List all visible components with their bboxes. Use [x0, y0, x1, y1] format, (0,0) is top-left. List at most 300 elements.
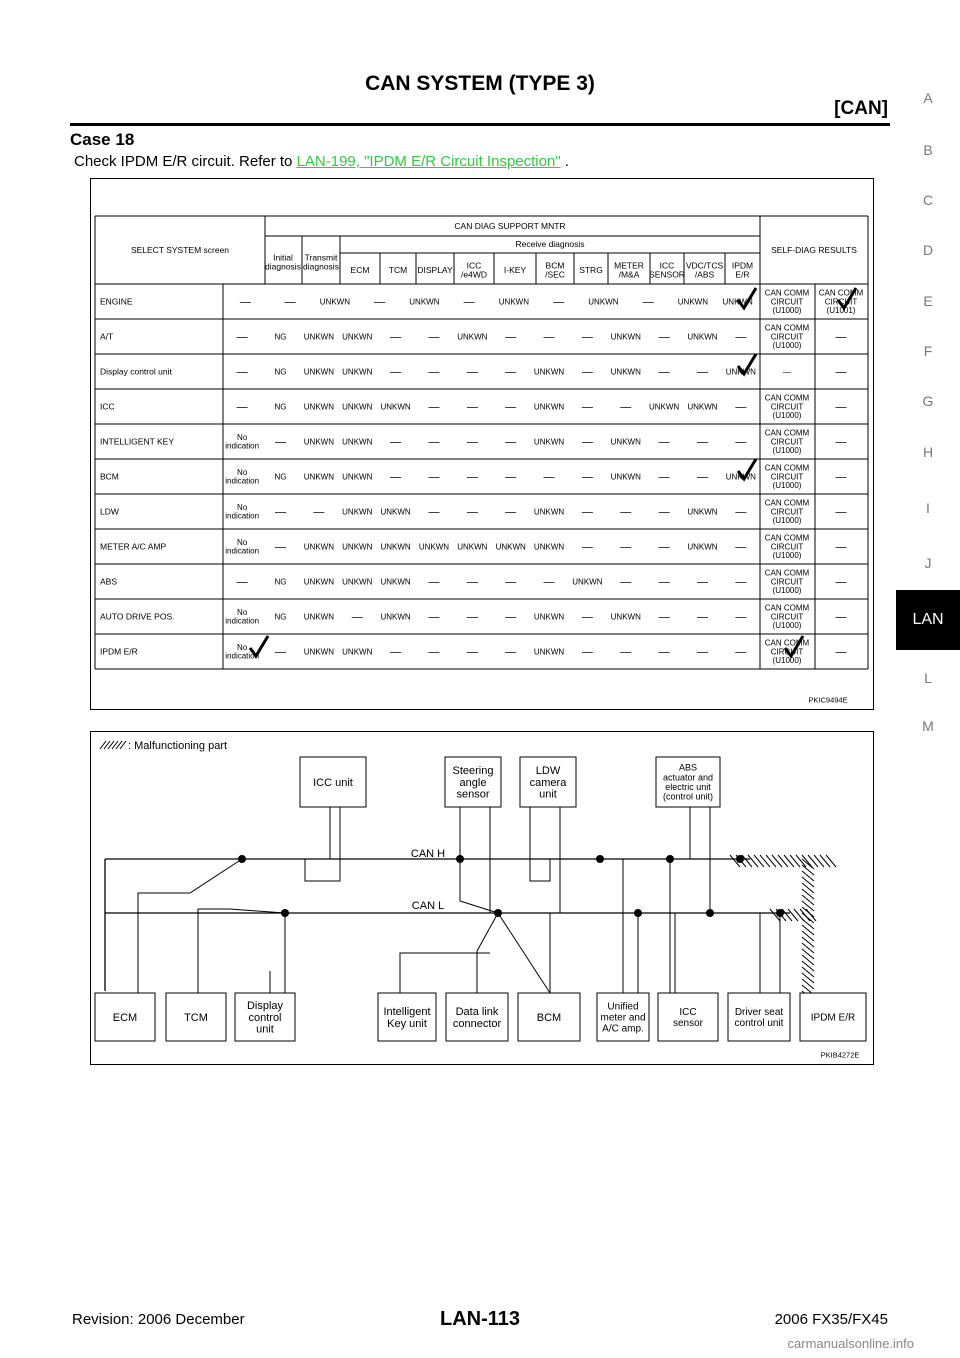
can-wire	[198, 909, 285, 993]
bottom-unit-label: Driver seat control unit	[734, 1007, 784, 1029]
table-cell-value: —	[428, 611, 440, 624]
table-cell-value: —	[466, 401, 478, 414]
table-cell-value: —	[735, 646, 747, 659]
receive-col-header: ECM	[350, 264, 370, 275]
table-cell-value: —	[466, 471, 478, 484]
table-cell-value: —	[236, 576, 248, 589]
table-cell-value: NG	[274, 577, 287, 587]
index-tab-a[interactable]: A	[923, 90, 933, 106]
hatch-line	[788, 909, 798, 921]
table-cell-value: —	[390, 331, 402, 344]
receive-col-header: IPDM E/R	[731, 260, 754, 280]
self-diag-result: CAN COMM CIRCUIT (U1000)	[764, 428, 810, 455]
can-h-label: CAN H	[410, 847, 446, 860]
section-tag: [CAN]	[834, 98, 888, 119]
table-cell-value: —	[658, 611, 670, 624]
self-diag-result: —	[835, 611, 847, 624]
table-cell-value: UNKWN	[342, 437, 373, 447]
table-cell-value: —	[735, 576, 747, 589]
page-title: CAN SYSTEM (TYPE 3)	[365, 72, 595, 95]
table-cell-value: —	[658, 436, 670, 449]
hatch-line	[802, 937, 814, 947]
table-cell-value: UNKWN	[533, 402, 565, 412]
table-cell-value: UNKWN	[533, 437, 565, 447]
hatch-line	[802, 855, 812, 867]
table-cell-value: —	[658, 471, 670, 484]
table-cell-value: —	[696, 471, 708, 484]
instruction-prefix: Check IPDM E/R circuit. Refer to	[74, 153, 297, 170]
table-row-name: ABS	[100, 576, 118, 587]
index-tab-d[interactable]: D	[922, 242, 934, 258]
table-cell-value: —	[505, 506, 517, 519]
top-unit-label: Steering angle sensor	[452, 764, 494, 801]
table-cell-value: UNKWN	[457, 332, 488, 342]
self-diag-result: —	[835, 331, 847, 344]
table-cell-value: UNKWN	[303, 577, 335, 587]
table-cell-value: —	[581, 331, 593, 344]
hatch-line	[826, 855, 836, 867]
hatch-line	[802, 871, 814, 881]
table-cell-value: —	[428, 506, 440, 519]
table-cell-value: —	[275, 541, 287, 554]
table-cell-value: —	[390, 471, 402, 484]
table-cell-value: UNKWN	[457, 542, 488, 552]
table-cell-value: —	[735, 436, 747, 449]
table-cell-value: UNKWN	[303, 332, 335, 342]
hatch-line	[802, 877, 814, 887]
hatch-line	[802, 943, 814, 953]
can-diag-support-table	[90, 178, 874, 710]
table-cell-value: —	[543, 471, 555, 484]
table-cell-value: No indication	[225, 467, 260, 486]
table-cell-value: —	[466, 611, 478, 624]
table-cell-value: UNKWN	[498, 297, 529, 307]
table-cell-value: UNKWN	[342, 332, 373, 342]
table-cell-value: UNKWN	[495, 542, 526, 552]
instruction-text	[74, 153, 569, 170]
self-diag-result: CAN COMM CIRCUIT (U1000)	[764, 638, 810, 665]
malfunction-hatch	[730, 855, 836, 1001]
self-diag-result: CAN COMM CIRCUIT (U1000)	[764, 323, 810, 350]
bottom-unit-label: BCM	[536, 1011, 562, 1024]
table-cell-value: No indication	[225, 642, 260, 661]
table-cell-value: UNKWN	[342, 402, 373, 412]
table-cell-value: —	[466, 366, 478, 379]
table-cell-value: UNKWN	[610, 332, 641, 342]
table-row-name: ICC	[100, 401, 115, 412]
table-cell-value: UNKWN	[687, 542, 718, 552]
table-cell-value: —	[466, 506, 478, 519]
table-cell-value: —	[275, 646, 287, 659]
index-tab-lan[interactable]: LAN	[896, 590, 960, 650]
receive-col-header: VDC/TCS /ABS	[685, 260, 724, 280]
self-diag-result: CAN COMM CIRCUIT (U1000)	[764, 533, 810, 560]
table-row-name: ENGINE	[100, 296, 133, 307]
table-cell-value: UNKWN	[648, 402, 680, 412]
table-cell-value: —	[428, 646, 440, 659]
self-diag-result: —	[835, 646, 847, 659]
self-diag-result: —	[835, 471, 847, 484]
table-row-name: Display control unit	[100, 366, 172, 377]
junction-dot	[596, 855, 604, 863]
receive-col-header: TCM	[388, 264, 408, 275]
hatch-line	[766, 855, 776, 867]
bottom-unit-label: Unified meter and A/C amp.	[600, 1001, 646, 1035]
table-cell-value: —	[696, 576, 708, 589]
table-cell-value: —	[658, 646, 670, 659]
table-cell-value: NG	[274, 332, 287, 342]
table-cell-value: UNKWN	[380, 612, 411, 622]
table-cell-value: —	[696, 366, 708, 379]
bottom-unit-label: IPDM E/R	[810, 1012, 856, 1024]
index-tab-l[interactable]: L	[924, 670, 932, 686]
table-cell-value: UNKWN	[303, 612, 335, 622]
table-cell-value: —	[620, 541, 632, 554]
table-cell-value: —	[313, 506, 325, 519]
instruction-suffix: .	[560, 153, 569, 170]
table-cell-value: —	[620, 506, 632, 519]
table-cell-value: UNKWN	[677, 297, 708, 307]
table-cell-value: —	[466, 646, 478, 659]
table-cell-value: No indication	[225, 537, 260, 556]
table-cell-value: UNKWN	[303, 437, 335, 447]
table-cell-value: UNKWN	[687, 402, 718, 412]
table-cell-value: —	[581, 471, 593, 484]
corner-header: SELECT SYSTEM screen	[130, 244, 230, 255]
check-mark	[250, 636, 268, 656]
receive-col-header: STRG	[579, 264, 603, 275]
table-cell-value: —	[658, 506, 670, 519]
index-tab-c[interactable]: C	[922, 192, 934, 208]
index-tab-j[interactable]: J	[924, 555, 932, 571]
can-wire	[498, 913, 550, 993]
results-header: SELF-DIAG RESULTS	[771, 244, 857, 255]
table-cell-value: UNKWN	[303, 542, 335, 552]
header-rule	[70, 123, 890, 126]
hatch-line	[814, 855, 824, 867]
hatch-line	[800, 909, 810, 921]
table-cell-value: —	[505, 611, 517, 624]
hatch-line	[802, 949, 814, 959]
table-cell-value: —	[735, 611, 747, 624]
table-cell-value: UNKWN	[303, 367, 335, 377]
table-cell-value: —	[284, 296, 296, 309]
table-cell-value: —	[239, 296, 251, 309]
junction-dot	[494, 909, 502, 917]
self-diag-result: CAN COMM CIRCUIT (U1001)	[818, 288, 864, 315]
hatch-line	[802, 931, 814, 941]
table-cell-value: —	[428, 471, 440, 484]
table-cell-value: —	[236, 366, 248, 379]
junction-dot	[706, 909, 714, 917]
table-cell-value: No indication	[225, 432, 260, 451]
table-cell-value: NG	[274, 472, 287, 482]
table-cell-value: —	[390, 436, 402, 449]
table-cell-value: UNKWN	[303, 402, 335, 412]
receive-col-header: I-KEY	[503, 264, 527, 275]
table-cell-value: UNKWN	[588, 297, 619, 307]
can-wire	[305, 807, 340, 881]
hatch-line	[802, 955, 814, 965]
table-cell-value: UNKWN	[533, 542, 565, 552]
can-wire	[530, 807, 550, 881]
table-cell-value: —	[696, 646, 708, 659]
receive-col-header: ICC /e4WD	[461, 260, 487, 280]
table-cell-value: —	[428, 366, 440, 379]
table-cell-value: —	[463, 296, 475, 309]
table-cell-value: —	[505, 646, 517, 659]
self-diag-result: —	[835, 576, 847, 589]
table-cell-value: UNKWN	[342, 507, 373, 517]
table-cell-value: UNKWN	[409, 297, 440, 307]
table-cell-value: UNKWN	[342, 647, 373, 657]
can-wire	[460, 859, 498, 913]
table-cell-value: —	[428, 436, 440, 449]
transmit-diagnosis-header: Transmit diagnosis	[303, 252, 339, 272]
table-cell-value: —	[620, 576, 632, 589]
table-cell-value: —	[466, 576, 478, 589]
hatch-line	[802, 889, 814, 899]
table-cell-value: —	[642, 296, 654, 309]
table-cell-value: —	[553, 296, 565, 309]
table-cell-value: UNKWN	[303, 647, 335, 657]
table-row-name: A/T	[100, 331, 114, 342]
table-cell-value: UNKWN	[687, 332, 718, 342]
table-row-name: METER A/C AMP	[100, 541, 167, 552]
table-cell-value: —	[620, 646, 632, 659]
junction-dot	[666, 855, 674, 863]
table-cell-value: —	[658, 331, 670, 344]
table-figure-code: PKIC9494E	[808, 695, 848, 705]
can-l-label: CAN L	[411, 899, 445, 912]
index-tab-b[interactable]: B	[923, 142, 933, 158]
table-cell-value: UNKWN	[610, 472, 641, 482]
table-cell-value: NG	[274, 612, 287, 622]
support-header: CAN DIAG SUPPORT MNTR	[454, 220, 566, 231]
table-cell-value: —	[466, 436, 478, 449]
diagram-legend: : Malfunctioning part	[128, 739, 228, 752]
table-cell-value: —	[543, 576, 555, 589]
junction-dot	[736, 855, 744, 863]
top-unit-label: ICC unit	[313, 776, 353, 789]
initial-diagnosis-header: Initial diagnosis	[265, 252, 301, 272]
hatch-line	[794, 909, 804, 921]
self-diag-result: CAN COMM CIRCUIT (U1000)	[764, 463, 810, 490]
table-cell-value: NG	[274, 367, 287, 377]
bottom-unit-label: ICC sensor	[672, 1007, 704, 1029]
table-cell-value: UNKWN	[342, 577, 373, 587]
self-diag-result: CAN COMM CIRCUIT (U1000)	[764, 603, 810, 630]
hatch-line	[802, 901, 814, 911]
index-tab-m[interactable]: M	[922, 718, 934, 734]
table-cell-value: —	[428, 331, 440, 344]
hatch-line	[754, 855, 764, 867]
hatch-line	[802, 973, 814, 983]
table-cell-value: UNKWN	[572, 577, 603, 587]
table-row-name: AUTO DRIVE POS.	[100, 611, 175, 622]
bottom-unit-label: Data link connector	[452, 1005, 502, 1030]
self-diag-result: —	[783, 367, 791, 377]
table-cell-value: UNKWN	[533, 507, 565, 517]
diagram-figure-code: PKIB4272E	[820, 1050, 860, 1060]
table-cell-value: UNKWN	[303, 472, 335, 482]
table-cell-value: —	[735, 331, 747, 344]
table-cell-value: —	[505, 471, 517, 484]
hatch-line	[802, 883, 814, 893]
junction-dot	[634, 909, 642, 917]
hatch-line	[748, 855, 758, 867]
hatch-line	[782, 909, 792, 921]
table-cell-value: —	[735, 541, 747, 554]
bottom-unit-label: Display control unit	[246, 999, 284, 1036]
table-cell-value: UNKWN	[610, 437, 641, 447]
table-cell-value: UNKWN	[380, 507, 411, 517]
table-cell-value: UNKWN	[725, 367, 756, 377]
circuit-inspection-link[interactable]: LAN-199, "IPDM E/R Circuit Inspection"	[296, 153, 561, 170]
index-tab-h[interactable]: H	[922, 444, 934, 460]
table-cell-value: UNKWN	[687, 507, 718, 517]
table-cell-value: No indication	[225, 607, 260, 626]
table-cell-value: —	[581, 541, 593, 554]
table-row-name: INTELLIGENT KEY	[100, 436, 175, 447]
table-cell-value: UNKWN	[533, 612, 565, 622]
table-cell-value: —	[735, 506, 747, 519]
table-cell-value: UNKWN	[418, 542, 450, 552]
hatch-line	[772, 855, 782, 867]
self-diag-result: —	[835, 436, 847, 449]
receive-col-header: DISPLAY	[417, 264, 453, 275]
table-cell-value: —	[390, 646, 402, 659]
table-cell-value: —	[275, 436, 287, 449]
table-cell-value: UNKWN	[380, 577, 411, 587]
index-tab-e[interactable]: E	[923, 293, 933, 309]
self-diag-result: —	[835, 401, 847, 414]
page-number: LAN-113	[439, 1308, 521, 1330]
bottom-unit-label: TCM	[184, 1011, 208, 1024]
table-cell-value: —	[658, 366, 670, 379]
table-cell-value: UNKWN	[610, 367, 641, 377]
hatch-line	[778, 855, 788, 867]
self-diag-result: —	[835, 506, 847, 519]
junction-dot	[238, 855, 246, 863]
table-cell-value: —	[581, 506, 593, 519]
table-cell-value: —	[505, 331, 517, 344]
index-tab-i[interactable]: I	[926, 500, 930, 516]
receive-col-header: BCM /SEC	[545, 260, 565, 280]
hatch-line	[784, 855, 794, 867]
hatch-line	[802, 961, 814, 971]
self-diag-result: CAN COMM CIRCUIT (U1000)	[764, 568, 810, 595]
junction-dot	[776, 909, 784, 917]
hatch-line	[802, 967, 814, 977]
top-unit-label: ABS actuator and electric unit (control unit)	[662, 762, 714, 802]
table-cell-value: —	[351, 611, 363, 624]
table-cell-value: —	[428, 576, 440, 589]
receive-header: Receive diagnosis	[515, 238, 585, 249]
hatch-line	[806, 909, 816, 921]
table-cell-value: —	[505, 401, 517, 414]
watermark: carmanualsonline.info	[787, 1336, 914, 1351]
table-cell-value: NG	[274, 402, 287, 412]
table-cell-value: —	[275, 506, 287, 519]
table-cell-value: —	[581, 646, 593, 659]
index-tab-g[interactable]: G	[922, 393, 934, 409]
table-cell-value: UNKWN	[380, 402, 411, 412]
table-cell-value: —	[581, 436, 593, 449]
case-title: Case 18	[70, 130, 135, 149]
index-tab-f[interactable]: F	[923, 343, 933, 359]
receive-col-header: ICC SENSOR	[649, 260, 685, 280]
table-cell-value: —	[505, 366, 517, 379]
junction-dot	[456, 855, 464, 863]
can-system-diagram	[90, 731, 874, 1065]
table-cell-value: UNKWN	[342, 542, 373, 552]
hatch-line	[802, 979, 814, 989]
table-cell-value: —	[236, 331, 248, 344]
self-diag-result: —	[835, 541, 847, 554]
self-diag-result: CAN COMM CIRCUIT (U1000)	[764, 288, 810, 315]
table-cell-value: —	[581, 401, 593, 414]
top-unit-label: LDW camera unit	[529, 764, 567, 801]
table-cell-value: —	[658, 541, 670, 554]
receive-col-header: METER /M&A	[614, 260, 644, 280]
table-cell-value: UNKWN	[722, 297, 753, 307]
junction-dot	[281, 909, 289, 917]
hatch-line	[790, 855, 800, 867]
self-diag-result: —	[835, 366, 847, 379]
hatch-line	[742, 855, 752, 867]
bottom-unit-label: Intelligent Key unit	[383, 1005, 431, 1030]
hatch-line	[820, 855, 830, 867]
table-cell-value: UNKWN	[319, 297, 350, 307]
table-cell-value: —	[374, 296, 386, 309]
table-cell-value: UNKWN	[380, 542, 411, 552]
table-cell-value: —	[543, 331, 555, 344]
revision-date: Revision: 2006 December	[72, 1311, 245, 1328]
hatch-line	[802, 895, 814, 905]
table-cell-value: UNKWN	[610, 612, 641, 622]
table-cell-value: UNKWN	[533, 367, 565, 377]
table-row-name: IPDM E/R	[100, 646, 138, 657]
table-cell-value: UNKWN	[342, 367, 373, 377]
table-cell-value: —	[620, 401, 632, 414]
table-cell-value: —	[696, 611, 708, 624]
table-cell-value: UNKWN	[725, 472, 756, 482]
table-cell-value: —	[658, 576, 670, 589]
table-cell-value: —	[581, 611, 593, 624]
self-diag-result: CAN COMM CIRCUIT (U1000)	[764, 498, 810, 525]
vehicle-model: 2006 FX35/FX45	[774, 1311, 888, 1328]
table-cell-value: —	[236, 401, 248, 414]
can-wire	[138, 859, 242, 993]
table-cell-value: —	[581, 366, 593, 379]
table-cell-value: —	[505, 436, 517, 449]
self-diag-result: CAN COMM CIRCUIT (U1000)	[764, 393, 810, 420]
table-row-name: BCM	[100, 471, 119, 482]
table-cell-value: —	[390, 366, 402, 379]
table-cell-value: —	[505, 576, 517, 589]
hatch-line	[760, 855, 770, 867]
table-row-name: LDW	[100, 506, 119, 517]
table-cell-value: UNKWN	[533, 647, 565, 657]
table-cell-value: —	[428, 401, 440, 414]
table-cell-value: —	[696, 436, 708, 449]
bottom-unit-label: ECM	[112, 1011, 138, 1024]
table-cell-value: UNKWN	[342, 472, 373, 482]
hatch-line	[802, 925, 814, 935]
table-cell-value: —	[735, 401, 747, 414]
table-cell-value: No indication	[225, 502, 260, 521]
